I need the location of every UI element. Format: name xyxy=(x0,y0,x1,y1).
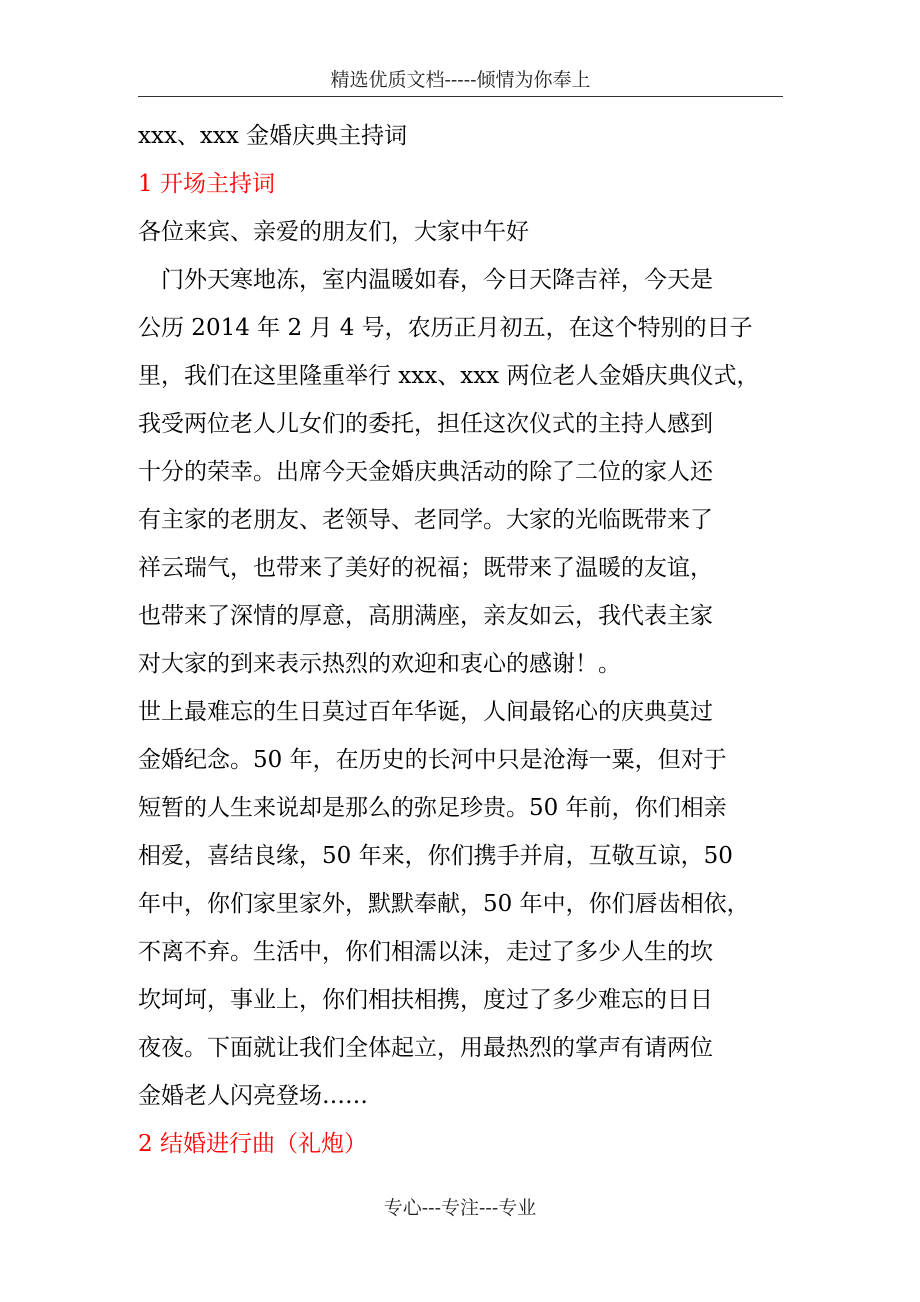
paragraph-line: 我受两位老人儿女们的委托，担任这次仪式的主持人感到 xyxy=(138,411,713,437)
paragraph-line: 有主家的老朋友、老领导、老同学。大家的光临既带来了 xyxy=(138,507,713,533)
paragraph-line: 金婚老人闪亮登场…… xyxy=(138,1083,368,1109)
paragraph-line: 里，我们在这里隆重举行 xxx、xxx 两位老人金婚庆典仪式， xyxy=(138,363,760,389)
paragraph-opening xyxy=(138,256,788,688)
greeting-line: 各位来宾、亲爱的朋友们，大家中午好 xyxy=(138,219,529,245)
paragraph-line: 坎坷坷，事业上，你们相扶相携，度过了多少难忘的日日 xyxy=(138,987,713,1013)
paragraph-golden-wedding xyxy=(138,688,788,1120)
section-heading-wedding-march: 2 结婚进行曲（礼炮） xyxy=(138,1131,367,1157)
paragraph-line: 世上最难忘的生日莫过百年华诞，人间最铭心的庆典莫过 xyxy=(138,699,713,725)
section-heading-opening: 1 开场主持词 xyxy=(138,171,275,197)
paragraph-line: 短暂的人生来说却是那么的弥足珍贵。50 年前，你们相亲 xyxy=(138,795,727,821)
paragraph-line: 十分的荣幸。出席今天金婚庆典活动的除了二位的家人还 xyxy=(138,459,713,485)
paragraph-line: 相爱，喜结良缘，50 年来，你们携手并肩，互敬互谅，50 xyxy=(138,843,733,869)
paragraph-line: 门外天寒地冻，室内温暖如春，今日天降吉祥，今天是 xyxy=(161,267,713,293)
paragraph-line: 公历 2014 年 2 月 4 号，农历正月初五，在这个特别的日子 xyxy=(138,315,753,341)
paragraph-line: 不离不弃。生活中，你们相濡以沫，走过了多少人生的坎 xyxy=(138,939,713,965)
paragraph-line: 年中，你们家里家外，默默奉献，50 年中，你们唇齿相依， xyxy=(138,891,750,917)
paragraph-line: 金婚纪念。50 年，在历史的长河中只是沧海一粟，但对于 xyxy=(138,747,727,773)
paragraph-line: 夜夜。下面就让我们全体起立，用最热烈的掌声有请两位 xyxy=(138,1035,713,1061)
paragraph-line: 祥云瑞气，也带来了美好的祝福；既带来了温暖的友谊， xyxy=(138,555,713,581)
paragraph-line: 也带来了深情的厚意，高朋满座，亲友如云，我代表主家 xyxy=(138,603,713,629)
paragraph-line: 对大家的到来表示热烈的欢迎和衷心的感谢！。 xyxy=(138,651,621,677)
page-header: 精选优质文档-----倾情为你奉上 xyxy=(138,64,783,97)
document-body xyxy=(138,112,788,1168)
document-title: xxx、xxx 金婚庆典主持词 xyxy=(138,123,408,149)
page-footer: 专心---专注---专业 xyxy=(383,1197,537,1219)
